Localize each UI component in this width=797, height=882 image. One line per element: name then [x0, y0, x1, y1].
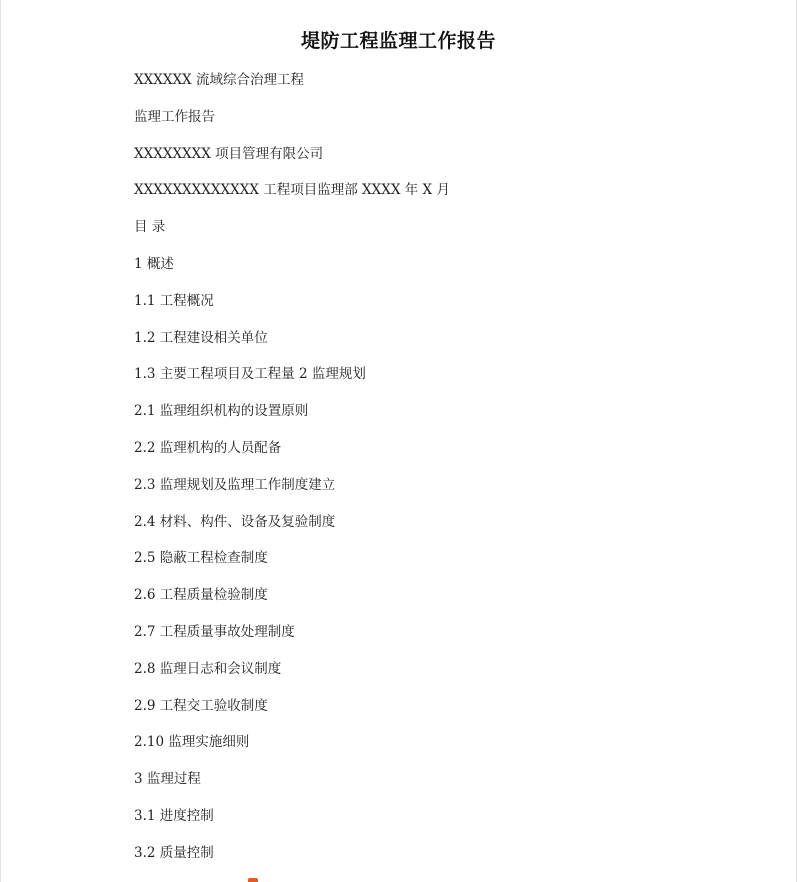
- toc-heading: 目 录: [134, 219, 166, 236]
- company-line: XXXXXXXX 项目管理有限公司: [134, 145, 324, 162]
- toc-item: 2.7 工程质量事故处理制度: [134, 623, 295, 640]
- toc-item: 2.10 监理实施细则: [134, 734, 250, 751]
- toc-item: 2.2 监理机构的人员配备: [134, 439, 282, 456]
- toc-item: 2.3 监理规划及监理工作制度建立: [134, 476, 336, 493]
- report-type-line: 监理工作报告: [134, 108, 215, 125]
- toc-item: 1.2 工程建设相关单位: [134, 329, 268, 346]
- toc-item: 2.1 监理组织机构的设置原则: [134, 403, 309, 420]
- toc-item: 2.8 监理日志和会议制度: [134, 660, 282, 677]
- orange-mark: [248, 878, 258, 882]
- toc-item: 3.1 进度控制: [134, 807, 214, 824]
- toc-item: 2.5 隐蔽工程检查制度: [134, 550, 268, 567]
- toc-item: 3.2 质量控制: [134, 844, 214, 861]
- project-name-line: XXXXXX 流域综合治理工程: [134, 72, 304, 88]
- toc-item: 2.4 材料、构件、设备及复验制度: [134, 513, 336, 530]
- toc-item: 1.3 主要工程项目及工程量 2 监理规划: [134, 366, 366, 383]
- toc-item: 3 监理过程: [134, 771, 201, 788]
- toc-item: 2.9 工程交工验收制度: [134, 697, 268, 714]
- document-title: 堤防工程监理工作报告: [300, 30, 496, 52]
- toc-item: 1 概述: [134, 255, 174, 272]
- department-date-line: XXXXXXXXXXXXX 工程项目监理部 XXXX 年 X 月: [134, 182, 450, 199]
- page-border-left: [0, 0, 1, 882]
- toc-item: 2.6 工程质量检验制度: [134, 587, 268, 604]
- toc-item: 1.1 工程概况: [134, 292, 214, 309]
- document-body: [134, 70, 450, 880]
